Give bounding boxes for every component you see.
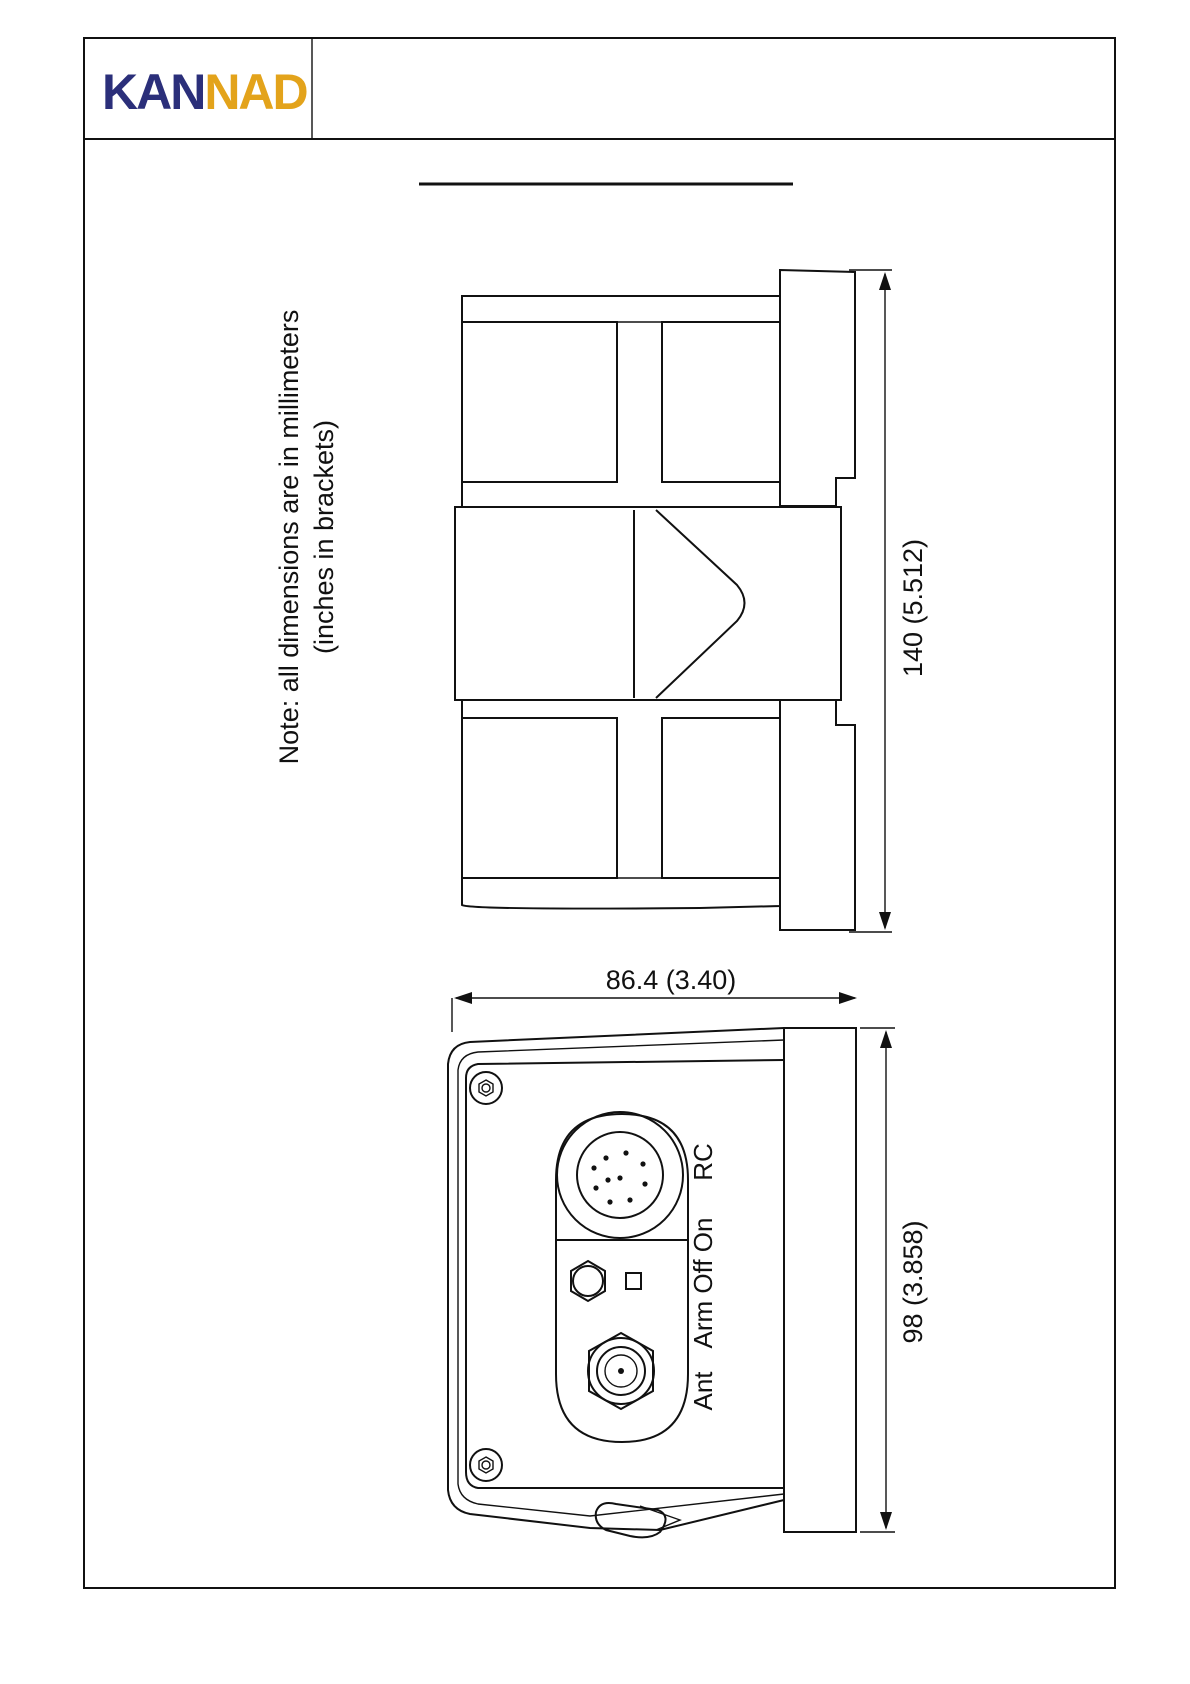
label-ant: Ant [688,1371,718,1411]
side-view [448,1028,856,1537]
top-view-panel [662,322,780,482]
screw-icon [470,1449,502,1481]
depth-dimension [860,1028,928,1532]
arm-switch-icon [571,1261,641,1301]
rc-connector-icon [557,1112,683,1238]
note-line-1: Note: all dimensions are in millimeters [274,309,304,765]
svg-text:KANNAD [102,64,308,120]
top-view [455,270,855,930]
top-view-panel [462,718,617,878]
dim-height-label: 140 (5.512) [898,538,928,678]
logo-text-gold: NAD [204,64,307,120]
dim-depth-label: 98 (3.858) [898,1220,928,1344]
top-view-panel [662,718,780,878]
side-view-clip [596,1503,680,1537]
top-view-end-cap [780,270,855,506]
top-view-end-cap [780,700,855,930]
status-led-square [626,1273,641,1289]
top-view-panel [462,322,617,482]
logo-text-navy: KAN [102,64,205,120]
label-rc: RC [688,1143,718,1181]
connector-panel [556,1114,688,1442]
dim-width-label: 86.4 (3.40) [605,965,737,995]
note-line-2: (inches in brackets) [309,419,339,655]
height-dimension [849,270,928,932]
top-view-band [455,507,841,700]
page-frame [84,38,1115,1588]
screw-icon [470,1072,502,1104]
side-view-end-block [784,1028,856,1532]
width-dimension [452,965,857,1032]
label-arm-off-on: Arm Off On [688,1217,718,1349]
antenna-connector-icon [588,1333,654,1409]
kannad-logo [102,64,308,120]
